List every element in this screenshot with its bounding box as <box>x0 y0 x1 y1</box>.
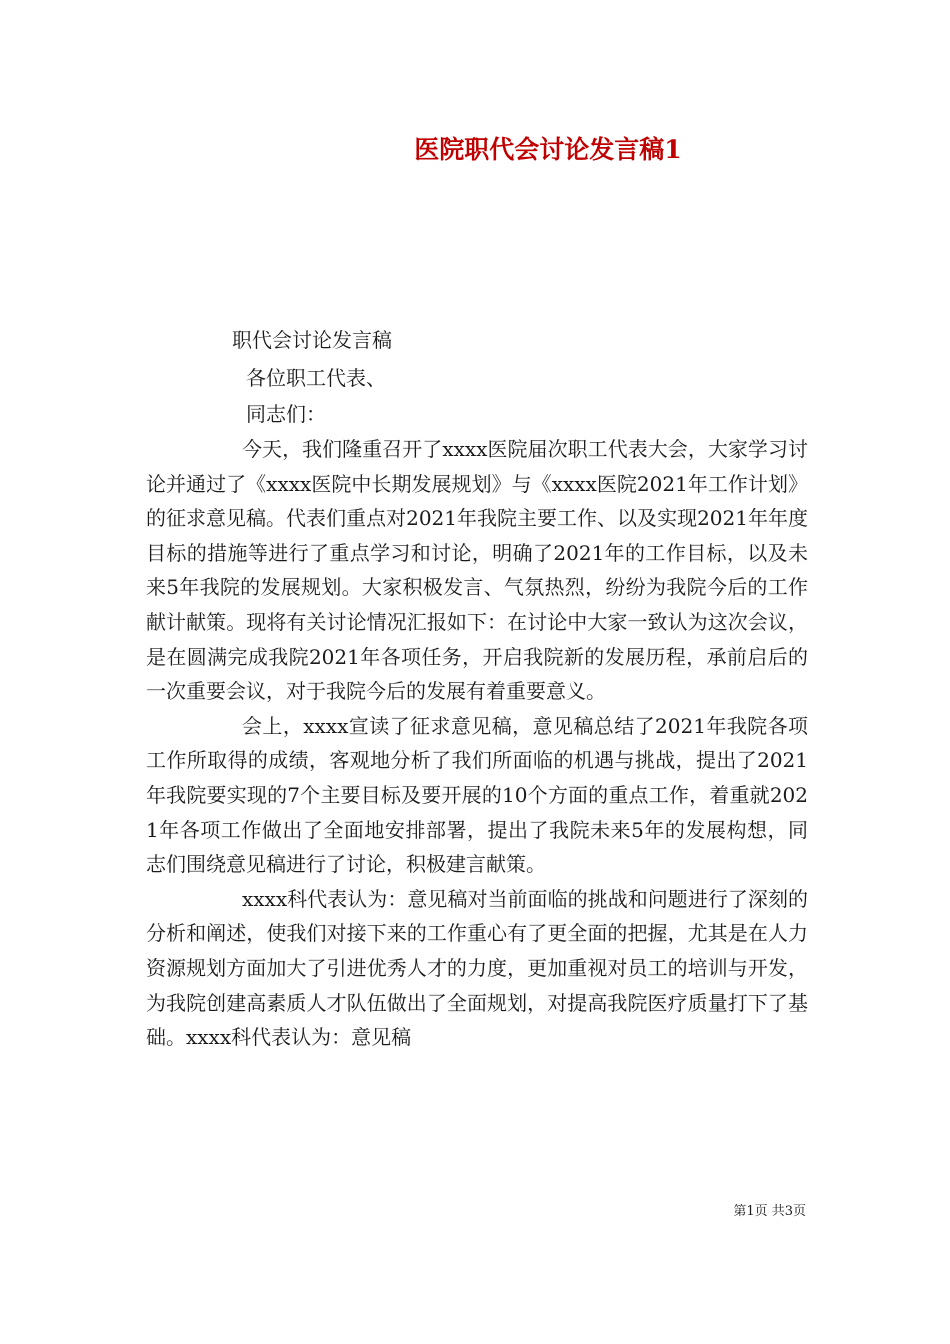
document-body <box>146 432 808 1055</box>
document-title: 医院职代会讨论发言稿1 <box>414 135 682 164</box>
salutation-line-2: 同志们： <box>246 402 326 426</box>
body-paragraph-1: 今天，我们隆重召开了xxxx医院届次职工代表大会，大家学习讨论并通过了《xxxx医院中长期发展规划》与《xxxx医院2021年工作计划》的征求意见稿。代表们重点对2021年我院主要工作、以及实现2021年年度目标的措施等进行了重点学习和讨论，明确了2021年的工作目标，以及未来5年我院的发展规划。大家积极发言、气氛热烈，纷纷为我院今后的工作献计献策。现将有关讨论情况汇报如下：在讨论中大家一致认为这次会议，是在圆满完成我院2021年各项任务，开启我院新的发展历程，承前启后的一次重要会议，对于我院今后的发展有着重要意义。 <box>146 437 808 704</box>
body-paragraph-2: 会上，xxxx宣读了征求意见稿，意见稿总结了2021年我院各项工作所取得的成绩，客观地分析了我们所面临的机遇与挑战，提出了2021年我院要实现的7个主要目标及要开展的10个方面的重点工作，着重就2021年各项工作做出了全面地安排部署，提出了我院未来5年的发展构想，同志们围绕意见稿进行了讨论，积极建言献策。 <box>146 713 808 877</box>
page-number-footer: 第1页 共3页 <box>733 1204 806 1219</box>
document-subtitle: 职代会讨论发言稿 <box>232 328 392 352</box>
body-paragraph-3: xxxx科代表认为：意见稿对当前面临的挑战和问题进行了深刻的分析和阐述，使我们对接下来的工作重心有了更全面的把握，尤其是在人力资源规划方面加大了引进优秀人才的力度，更加重视对员工的培训与开发，为我院创建高素质人才队伍做出了全面规划，对提高我院医疗质量打下了基础。xxxx科代表认为：意见稿 <box>146 886 808 1050</box>
salutation-line-1: 各位职工代表、 <box>246 366 386 390</box>
